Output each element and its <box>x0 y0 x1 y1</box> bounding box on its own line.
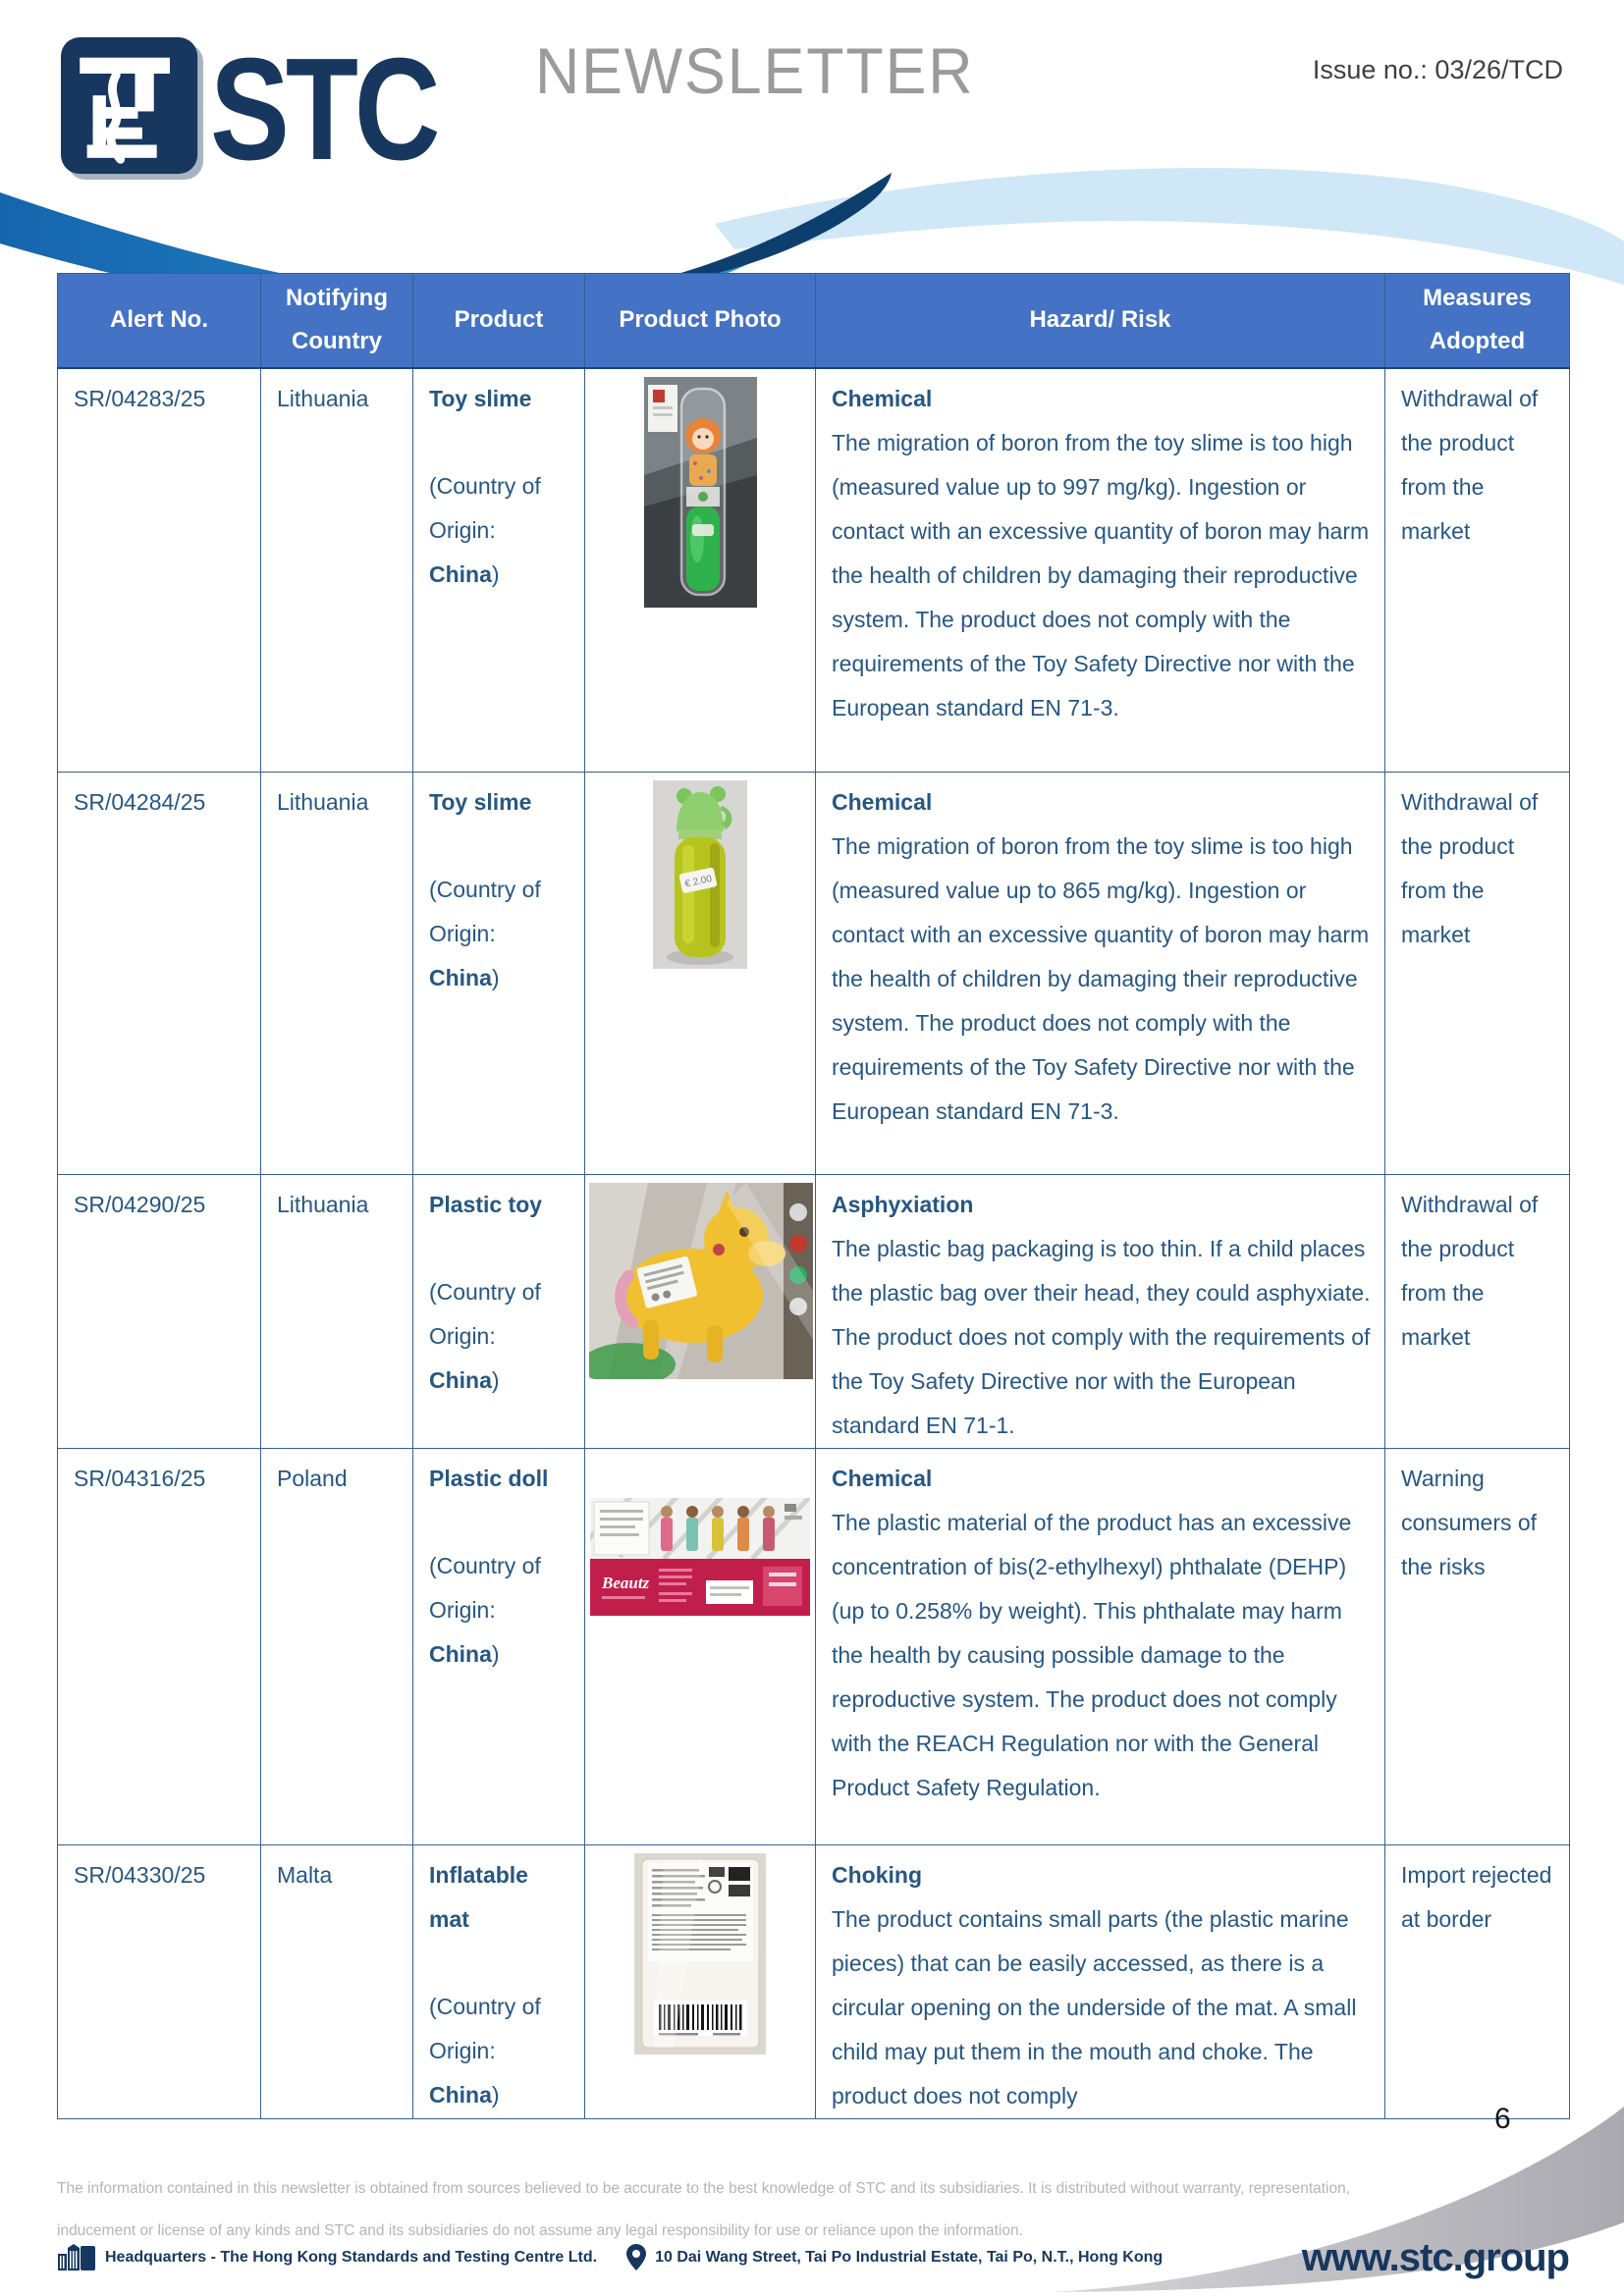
origin-country: China <box>429 1367 492 1393</box>
product-name: Plastic toy <box>429 1192 543 1217</box>
origin-prefix: (Country of Origin: <box>429 1994 541 2063</box>
hazard-cell <box>816 368 1385 773</box>
product-name: Toy slime <box>429 789 532 815</box>
hazard-cell <box>816 1175 1385 1449</box>
origin-country: China <box>429 965 492 990</box>
product-name: Inflatable mat <box>429 1862 528 1932</box>
alert-no: SR/04283/25 <box>58 368 261 773</box>
product-photo-doll-box <box>590 1498 810 1630</box>
table-row <box>58 368 1570 773</box>
origin-suffix: ) <box>491 1367 500 1393</box>
product-cell <box>413 368 585 773</box>
headquarters-label: Headquarters - The Hong Kong Standards and Testing Centre Ltd. <box>105 2249 598 2266</box>
product-photo-cell <box>585 1449 816 1845</box>
doll-box-brand: Beautz <box>602 1574 650 1592</box>
price-sticker: € 2.00 <box>683 873 714 890</box>
product-photo-green-slime-bottle <box>653 780 747 984</box>
hazard-title: Chemical <box>832 789 933 815</box>
hazard-title: Chemical <box>832 1466 933 1491</box>
hazard-title: Choking <box>832 1862 922 1888</box>
measures-cell: Withdrawal of the product from the market <box>1385 1175 1570 1449</box>
hazard-title: Chemical <box>832 385 933 411</box>
hazard-text: The plastic material of the product has an excessive concentration of bis(2-ethylhexyl) phthalate (DEHP) (up to 0.258% by weight). This phthalate may harm the health by causing possible damage to the reproductive system. The product does not comply with the REACH Regulation nor with the General Product Safety Regulation. <box>832 1510 1352 1800</box>
product-photo-yellow-plastic-toy <box>589 1183 813 1394</box>
hazard-text: The plastic bag packaging is too thin. If a child places the plastic bag over their head, they could asphyxiate. The product does not comply with the requirements of the Toy Safety Directive nor with the European standard EN 71-1. <box>832 1236 1371 1438</box>
location-pin-icon <box>626 2244 646 2271</box>
product-photo-cell <box>585 368 816 773</box>
notifying-country: Lithuania <box>261 368 413 773</box>
issue-number: Issue no.: 03/26/TCD <box>1312 55 1563 84</box>
notifying-country: Lithuania <box>261 773 413 1175</box>
alert-no: SR/04284/25 <box>58 773 261 1175</box>
origin-prefix: (Country of Origin: <box>429 1279 541 1349</box>
hazard-cell <box>816 1449 1385 1845</box>
alert-no: SR/04290/25 <box>58 1175 261 1449</box>
building-icon <box>57 2244 96 2271</box>
hazard-cell <box>816 1845 1385 2119</box>
product-origin <box>429 464 570 597</box>
col-header-product: Product <box>413 274 585 368</box>
origin-suffix: ) <box>491 1641 500 1667</box>
product-cell <box>413 1845 585 2119</box>
product-photo-cell <box>585 773 816 1175</box>
page-number: 6 <box>1494 2103 1511 2135</box>
origin-prefix: (Country of Origin: <box>429 877 541 946</box>
measures-cell: Withdrawal of the product from the market <box>1385 773 1570 1175</box>
product-origin <box>429 1985 570 2117</box>
hazard-text: The migration of boron from the toy slime is too high (measured value up to 865 mg/kg). Ingestion or contact with an excessive quantity of boron may harm the health of children by damaging their reproductive system. The product does not comply with the requirements of the Toy Safety Directive nor with the European standard EN 71-3. <box>832 833 1370 1124</box>
measures-cell: Import rejected at border <box>1385 1845 1570 2119</box>
hazard-title: Asphyxiation <box>832 1192 974 1217</box>
table-row <box>58 1449 1570 1845</box>
product-cell <box>413 773 585 1175</box>
notifying-country: Poland <box>261 1449 413 1845</box>
product-name: Plastic doll <box>429 1466 549 1491</box>
origin-prefix: (Country of Origin: <box>429 1553 541 1623</box>
table-header-row <box>58 274 1570 368</box>
product-origin <box>429 868 570 1000</box>
table-row <box>58 773 1570 1175</box>
address-text: 10 Dai Wang Street, Tai Po Industrial Estate, Tai Po, N.T., Hong Kong <box>655 2249 1164 2266</box>
col-header-measures: Measures Adopted <box>1385 274 1570 368</box>
col-header-photo: Product Photo <box>585 274 816 368</box>
disclaimer-text: The information contained in this newsletter is obtained from sources believed to be accurate to the best knowledge of STC and its subsidiaries. It is distributed without warranty, representation, inducement or license of any kinds and STC and its subsidiaries do not assume any legal responsibility for use or reliance upon the information. <box>57 2180 1351 2239</box>
hazard-cell <box>816 773 1385 1175</box>
product-origin <box>429 1544 570 1677</box>
col-header-hazard: Hazard/ Risk <box>816 274 1385 368</box>
col-header-alert-no: Alert No. <box>58 274 261 368</box>
alert-no: SR/04316/25 <box>58 1449 261 1845</box>
origin-suffix: ) <box>491 561 500 587</box>
hazard-text: The product contains small parts (the plastic marine pieces) that can be easily accessed, as there is a circular opening on the underside of the mat. A small child may put them in the mouth and choke. The product does not comply <box>832 1906 1357 2109</box>
origin-country: China <box>429 2082 492 2108</box>
alert-no: SR/04330/25 <box>58 1845 261 2119</box>
col-header-country: Notifying Country <box>261 274 413 368</box>
product-photo-cell <box>585 1845 816 2119</box>
origin-country: China <box>429 1641 492 1667</box>
product-cell <box>413 1449 585 1845</box>
product-photo-toy-slime-doll <box>644 377 757 622</box>
origin-prefix: (Country of Origin: <box>429 472 541 543</box>
footer-bar <box>57 2226 1569 2289</box>
product-photo-inflatable-mat-package <box>634 1853 766 2069</box>
origin-suffix: ) <box>491 2082 500 2108</box>
origin-country: China <box>429 561 492 587</box>
newsletter-title: NEWSLETTER <box>535 34 975 107</box>
alerts-table <box>57 273 1570 2119</box>
website-link[interactable]: www.stc.group <box>1301 2235 1569 2279</box>
measures-cell: Warning consumers of the risks <box>1385 1449 1570 1845</box>
product-photo-cell <box>585 1175 816 1449</box>
table-row <box>58 1845 1570 2119</box>
product-cell <box>413 1175 585 1449</box>
measures-cell: Withdrawal of the product from the market <box>1385 368 1570 773</box>
stc-logo-text: STC <box>210 28 437 190</box>
origin-suffix: ) <box>491 965 500 990</box>
notifying-country: Lithuania <box>261 1175 413 1449</box>
notifying-country: Malta <box>261 1845 413 2119</box>
table-row <box>58 1175 1570 1449</box>
product-origin <box>429 1270 570 1403</box>
product-name: Toy slime <box>429 385 532 411</box>
hazard-text: The migration of boron from the toy slime is too high (measured value up to 997 mg/kg). Ingestion or contact with an excessive quantity of boron may harm the health of children by damaging their reproductive system. The product does not comply with the requirements of the Toy Safety Directive nor with the European standard EN 71-3. <box>832 429 1370 721</box>
